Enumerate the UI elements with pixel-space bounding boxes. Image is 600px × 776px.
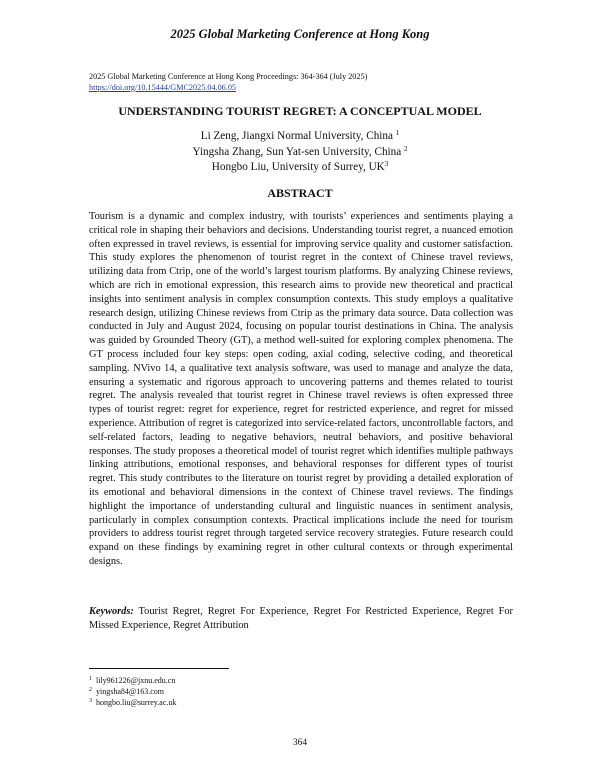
author-affiliation: Yingsha Zhang, Sun Yat-sen University, China xyxy=(192,145,405,158)
page-number: 364 xyxy=(292,738,308,748)
footnote-divider xyxy=(89,668,229,669)
footnotes xyxy=(89,676,176,708)
keywords xyxy=(89,605,513,633)
footnote-mark: 3 xyxy=(89,697,92,704)
paper-title: UNDERSTANDING TOURIST REGRET: A CONCEPTUAL MODEL xyxy=(118,104,482,118)
proceedings-citation: 2025 Global Marketing Conference at Hong Kong Proceedings: 364-364 (July 2025) xyxy=(89,72,368,81)
abstract-heading: ABSTRACT xyxy=(267,186,333,200)
footnote-email: hongbo.liu@surrey.ac.uk xyxy=(96,697,177,707)
author-affiliation: Li Zeng, Jiangxi Normal University, China xyxy=(200,130,396,142)
abstract-body: Tourism is a dynamic and complex industry, with tourists’ experiences and sentiments playing a critical role in shaping their behaviors and decisions. Understanding tourist regret, a nuanced emotion often expressed in travel reviews, is essential for improving service quality and customer satisfaction. This study explores the phenomenon of tourist regret in the context of Chinese travel reviews, utilizing data from Ctrip, one of the world’s largest tourism platforms. By analyzing Chinese reviews, which are rich in emotional expression, this research aims to provide new theoretical and practical insights into sentiment analysis in complex consumption contexts. This study employs a qualitative research design, utilizing Chinese reviews from Ctrip as the primary data source. Data collection was conducted in July and August 2024, focusing on popular tourist destinations in China. The analysis was guided by Grounded Theory (GT), a method well-suited for exploring complex phenomena. The GT process included four key steps: open coding, axial coding, selective coding, and theoretical sampling. NVivo 14, a qualitative text analysis software, was used to manage and analyze the data, ensuring a systematic and rigorous approach to uncovering patterns and themes related to tourist regret. The analysis revealed that tourist regret in Chinese travel reviews is often expressed three types of tourist regret: regret for experience, regret for restricted experience, and regret for missed experience. Attribution of regret is categorized into service-related factors, uncontrollable factors, and self-related factors, leading to negative behaviors, neutral behaviors, and positive behavioral responses. The study proposes a theoretical model of tourist regret which identifies multiple pathways linking attributions, emotional responses, and behavioral responses for different types of tourist regret. This study contributes to the literature on tourist regret by providing a detailed exploration of its emotional and behavioral dimensions in the context of Chinese travel reviews. The findings highlight the importance of understanding cultural and linguistic nuances in sentiment analysis, particularly in complex consumption contexts. Practical implications include the need for tourism providers to address tourist regret through targeted service recovery strategies. Future research could expand on these findings by examining regret in other cultural contexts or through experimental designs. xyxy=(89,211,513,567)
keywords-text: Tourist Regret, Regret For Experience, Regret For Restricted Experience, Regret For Missed Experience, Regret Attribution xyxy=(89,606,513,631)
proceedings-info xyxy=(89,72,367,93)
footnote-item xyxy=(89,676,176,687)
doi-link[interactable]: https://doi.org/10.15444/GMC2025.04.06.05 xyxy=(89,82,237,92)
footnote-email: yingsha84@163.com xyxy=(96,686,165,696)
footnote-mark: 3 xyxy=(384,160,389,168)
footnote-item xyxy=(89,698,176,709)
footnote-mark: 1 xyxy=(89,676,92,682)
author-line xyxy=(0,160,600,176)
footnote-email: lily961226@jxnu.edu.cn xyxy=(96,676,176,685)
footnote-mark: 1 xyxy=(395,129,400,137)
conference-header: 2025 Global Marketing Conference at Hong Kong xyxy=(170,27,430,41)
author-list xyxy=(0,129,600,176)
footnote-mark: 2 xyxy=(404,144,408,153)
author-affiliation: Hongbo Liu, University of Surrey, UK xyxy=(211,161,385,173)
author-line xyxy=(0,145,600,161)
footnote-item xyxy=(89,687,176,698)
footnote-mark: 2 xyxy=(89,686,92,693)
author-line xyxy=(0,129,600,145)
keywords-label: Keywords: xyxy=(89,606,134,617)
